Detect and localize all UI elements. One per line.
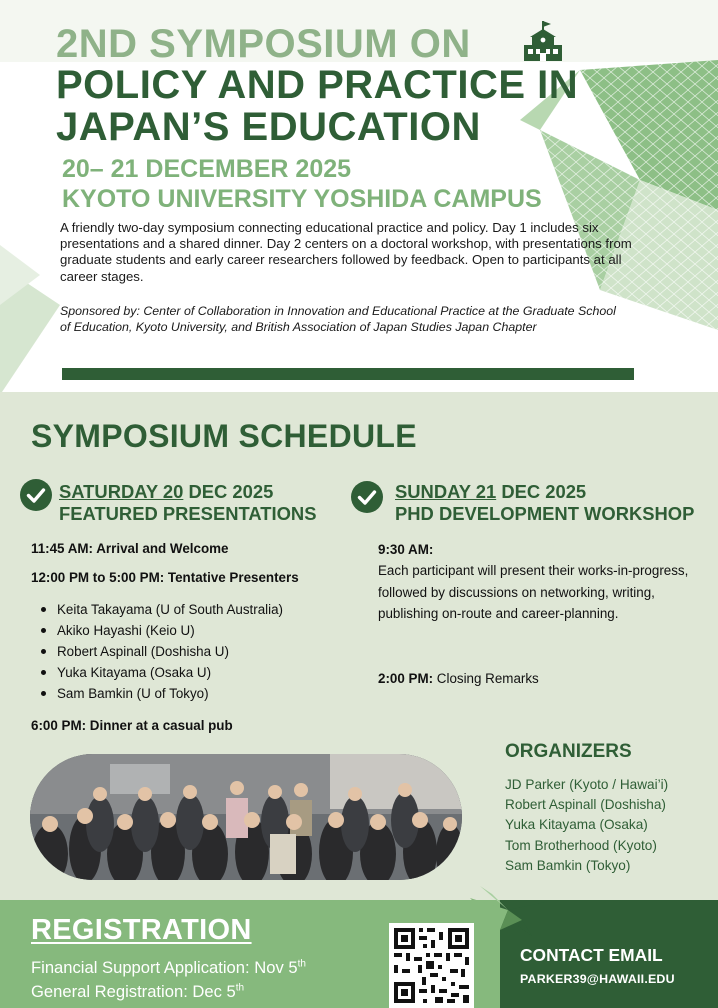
ordinal-suffix: th xyxy=(297,958,306,970)
list-item: Keita Takayama (U of South Australia) xyxy=(38,599,283,620)
presenters-text: Tentative Presenters xyxy=(164,570,299,585)
schedule-title: SYMPOSIUM SCHEDULE xyxy=(31,418,417,454)
morning-time-label: 9:30 AM: xyxy=(378,542,434,557)
registration-section xyxy=(0,900,718,1008)
organizers-title: ORGANIZERS xyxy=(505,741,632,762)
list-item: Yuka Kitayama (Osaka) xyxy=(505,817,648,833)
dinner-time: 6:00 PM: xyxy=(31,718,87,733)
saturday-day: SATURDAY 20 xyxy=(59,481,184,502)
sponsor-text: Sponsored by: Center of Collaboration in Innovation and Educational Practice at the Graduate School of Education, Kyoto University, and British Association of Japan Studies Japan Chapter xyxy=(60,304,616,334)
sunday-heading xyxy=(395,481,586,502)
dinner-line xyxy=(31,718,233,733)
ordinal-suffix: th xyxy=(235,982,245,994)
qr-code[interactable] xyxy=(389,923,474,1008)
contact-title: CONTACT EMAIL xyxy=(520,945,663,965)
schedule-section xyxy=(0,392,718,900)
divider-bar xyxy=(62,368,634,380)
presenter-list xyxy=(38,599,283,704)
list-item: Robert Aspinall (Doshisha U) xyxy=(38,641,283,662)
general-label: General Registration: Dec 5 xyxy=(31,982,236,1001)
presenters-line xyxy=(31,570,299,585)
financial-deadline xyxy=(31,958,306,978)
presenters-time: 12:00 PM to 5:00 PM: xyxy=(31,570,165,585)
qr-code-icon xyxy=(389,923,474,1008)
school-building-icon xyxy=(522,19,564,63)
check-circle-icon xyxy=(20,479,52,511)
general-deadline xyxy=(31,982,244,1002)
saturday-month: DEC 2025 xyxy=(183,481,274,502)
morning-description: Each participant will present their works-in-progress, followed by discussions on networking, writing, publishing on-route and career-planning. xyxy=(378,563,689,621)
title-line-2: POLICY AND PRACTICE IN xyxy=(56,63,579,107)
list-item: Sam Bamkin (Tokyo) xyxy=(505,857,631,873)
sunday-subtitle: PHD DEVELOPMENT WORKSHOP xyxy=(395,503,695,524)
list-item: Yuka Kitayama (Osaka U) xyxy=(38,662,283,683)
title-line-3: JAPAN’S EDUCATION xyxy=(56,105,481,149)
list-item: Tom Brotherhood (Kyoto) xyxy=(505,837,657,853)
arrival-line xyxy=(31,541,228,556)
list-item: Akiko Hayashi (Keio U) xyxy=(38,620,283,641)
morning-time xyxy=(378,542,433,557)
list-item: JD Parker (Kyoto / Hawai’i) xyxy=(505,777,669,792)
saturday-heading xyxy=(59,481,273,502)
sunday-day: SUNDAY 21 xyxy=(395,481,497,502)
financial-label: Financial Support Application: Nov 5 xyxy=(31,958,298,977)
origami-bird-icon xyxy=(470,880,546,936)
sunday-month: DEC 2025 xyxy=(496,481,587,502)
closing-line xyxy=(378,671,539,686)
check-circle-icon xyxy=(351,481,383,513)
arrival-time: 11:45 AM: xyxy=(31,541,94,556)
header-section xyxy=(0,0,718,392)
event-date: 20– 21 DECEMBER 2025 xyxy=(62,155,352,183)
list-item: Robert Aspinall (Doshisha) xyxy=(505,797,666,813)
group-photo xyxy=(30,754,462,880)
contact-email-link[interactable]: PARKER39@HAWAII.EDU xyxy=(520,972,675,986)
saturday-subtitle: FEATURED PRESENTATIONS xyxy=(59,503,317,524)
registration-title: REGISTRATION xyxy=(31,914,252,946)
arrival-text: Arrival and Welcome xyxy=(93,541,229,556)
title-line-1: 2ND SYMPOSIUM ON xyxy=(56,22,471,66)
event-description: A friendly two-day symposium connecting educational practice and policy. Day 1 includes six presentations and a shared dinner. Day 2 centers on a doctoral workshop, with presentations from graduate students and early career researchers followed by feedback. Open to participants at all career stages. xyxy=(60,220,632,284)
closing-time: 2:00 PM: xyxy=(378,671,434,686)
group-photo-illustration xyxy=(30,754,462,880)
dinner-text: Dinner at a casual pub xyxy=(86,718,233,733)
list-item: Sam Bamkin (U of Tokyo) xyxy=(38,683,283,704)
closing-text: Closing Remarks xyxy=(433,671,539,686)
event-venue: KYOTO UNIVERSITY YOSHIDA CAMPUS xyxy=(62,185,542,213)
organizers-list xyxy=(505,775,668,876)
